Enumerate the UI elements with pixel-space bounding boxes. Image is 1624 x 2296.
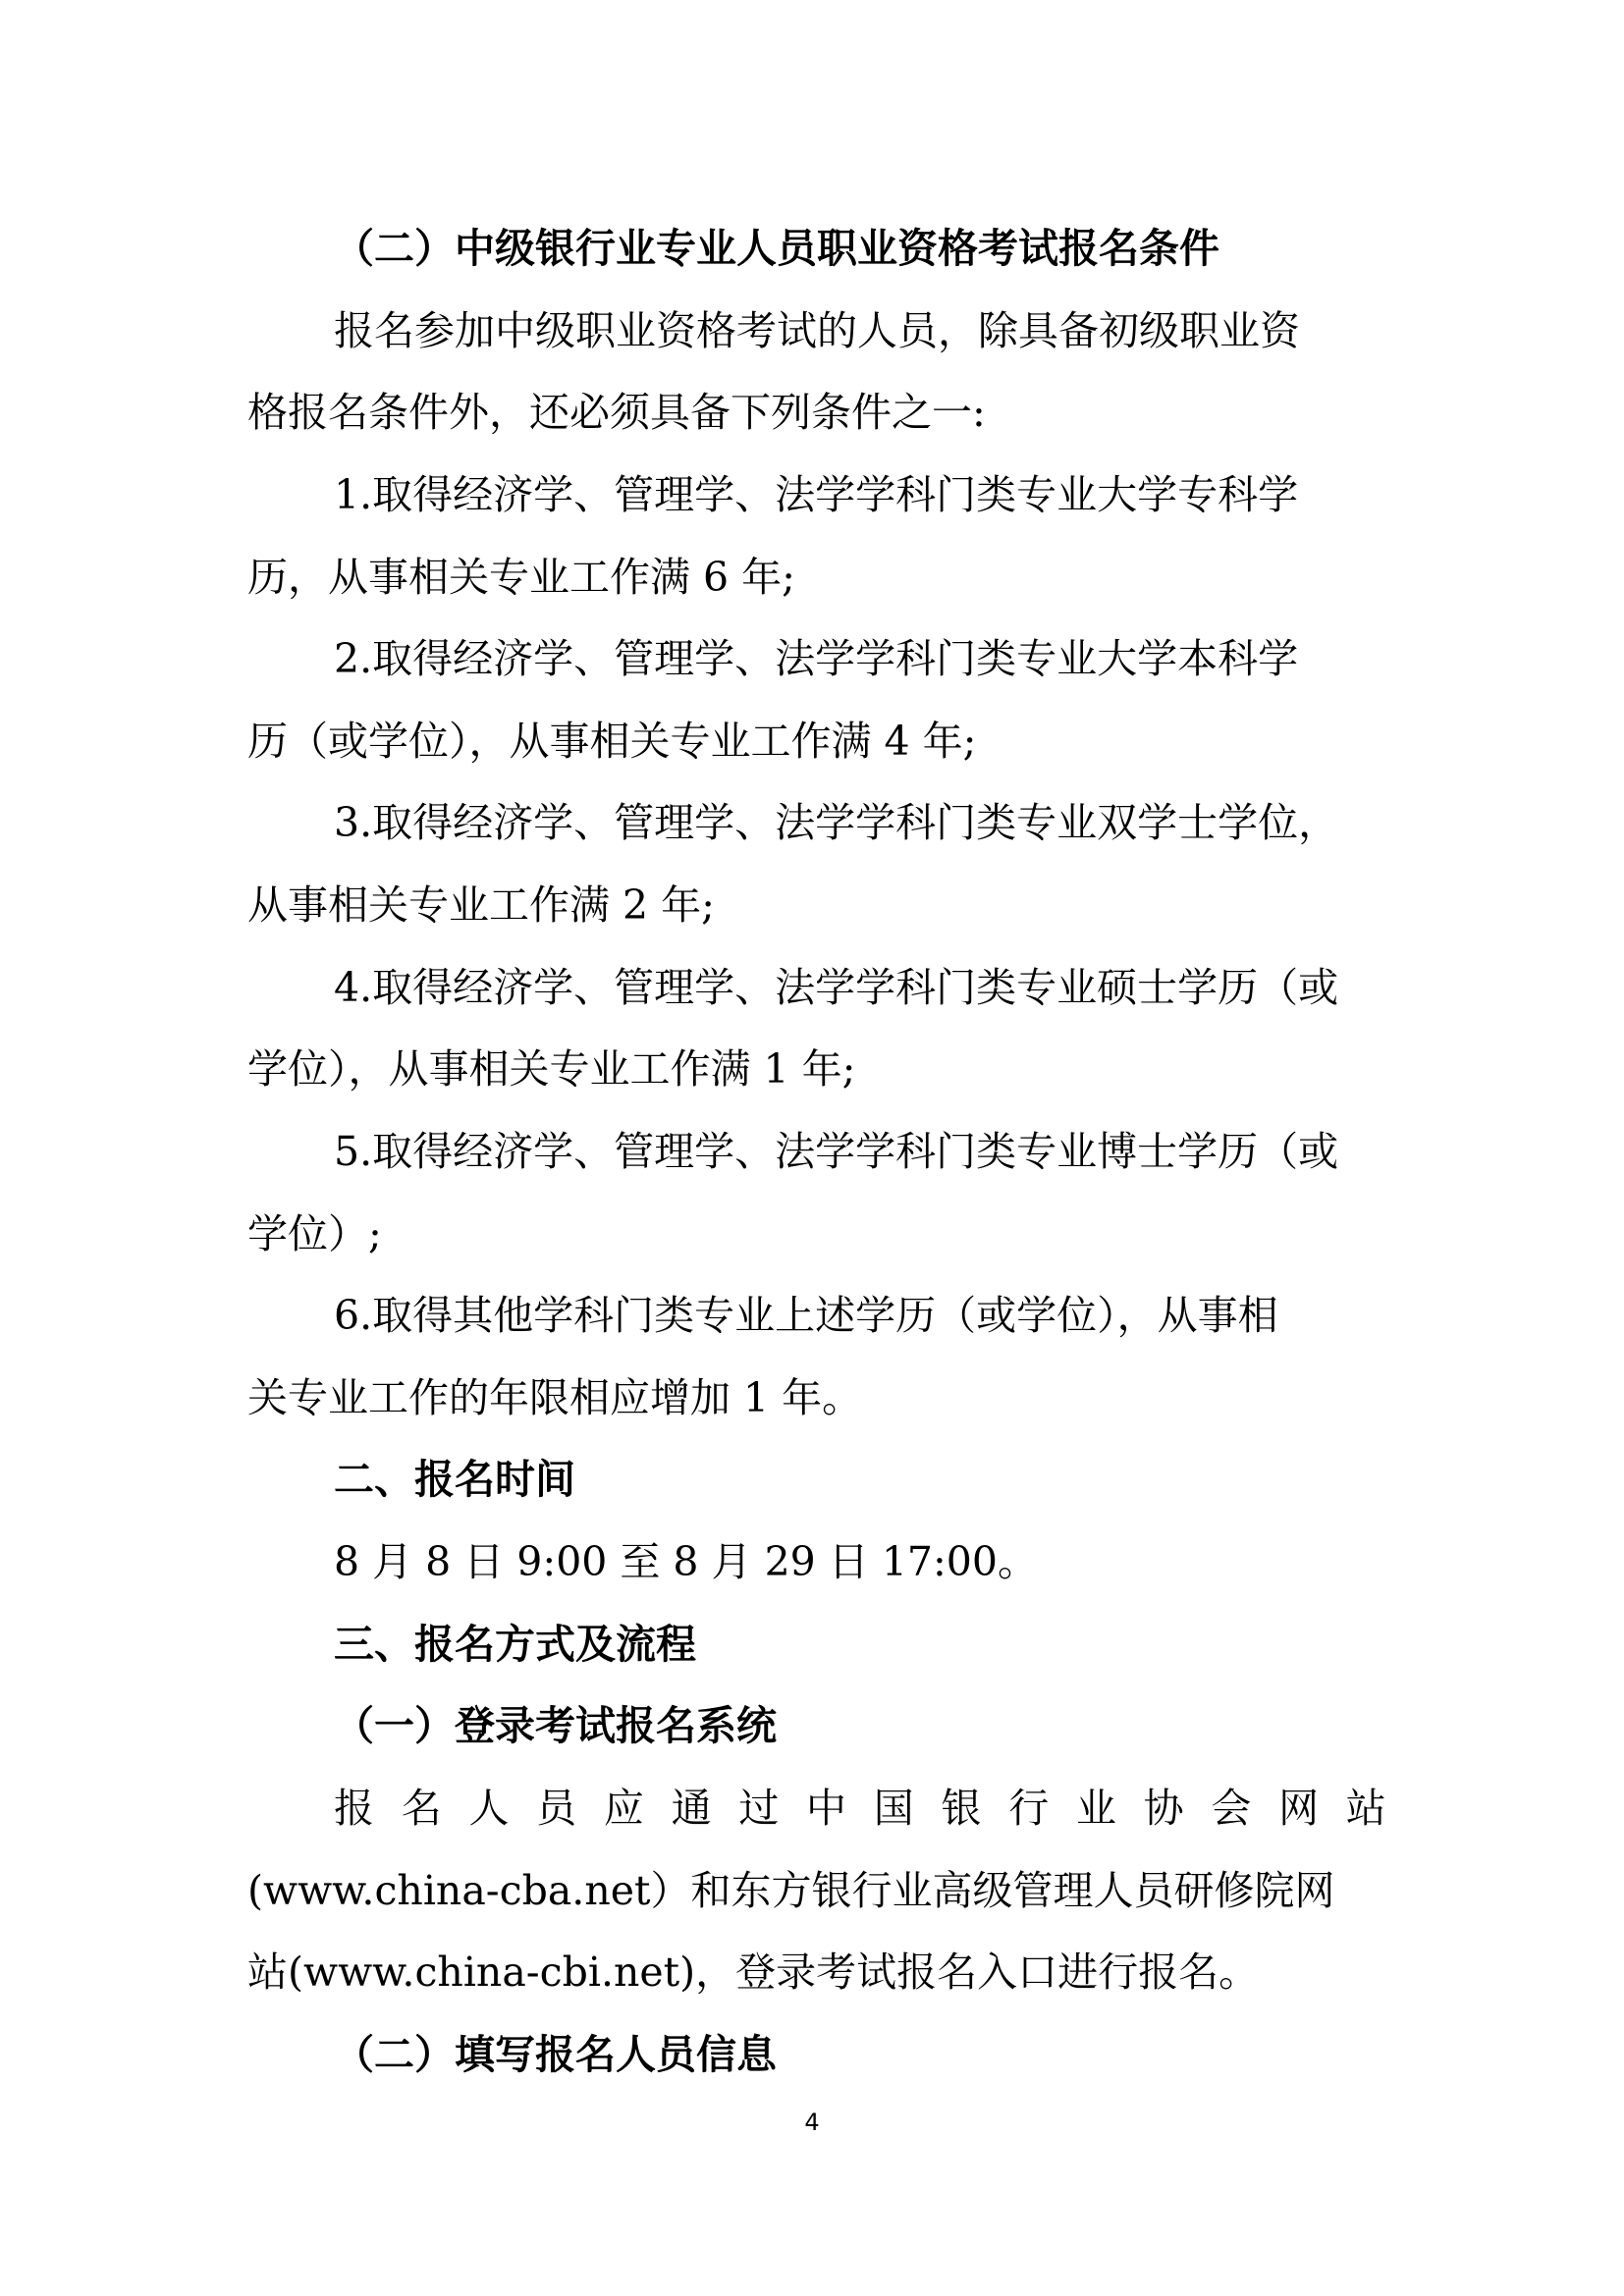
section-heading-registration-method: 三、报名方式及流程 — [334, 1621, 696, 1668]
char: 名 — [401, 1785, 442, 1832]
char: 协 — [1143, 1785, 1184, 1832]
char: 通 — [671, 1785, 712, 1832]
char: 站 — [1345, 1785, 1386, 1832]
subsection-heading-login-system: （一）登录考试报名系统 — [334, 1702, 777, 1749]
char: 员 — [536, 1785, 577, 1832]
char: 网 — [1278, 1785, 1320, 1832]
paragraph-line-spread — [334, 1781, 1386, 1836]
list-item-2-line-1: 2.取得经济学、管理学、法学学科门类专业大学本科学 — [334, 635, 1299, 682]
list-item-5-line-1: 5.取得经济学、管理学、法学学科门类专业博士学历（或 — [334, 1128, 1339, 1175]
list-item-6-line-2: 关专业工作的年限相应增加 1 年。 — [247, 1374, 863, 1421]
page-number: 4 — [804, 2109, 820, 2136]
list-item-4-line-2: 学位），从事相关专业工作满 1 年; — [247, 1045, 856, 1093]
subsection-heading-fill-info: （二）填写报名人员信息 — [334, 2031, 777, 2078]
list-item-3-line-2: 从事相关专业工作满 2 年; — [247, 881, 715, 929]
list-item-4-line-1: 4.取得经济学、管理学、法学学科门类专业硕士学历（或 — [334, 964, 1339, 1011]
char: 中 — [806, 1785, 847, 1832]
char: 行 — [1008, 1785, 1050, 1832]
char: 报 — [334, 1785, 374, 1832]
paragraph-line-cba-url: (www.china-cba.net）和东方银行业高级管理人员研修院网 — [247, 1867, 1335, 1914]
char: 业 — [1075, 1785, 1116, 1832]
list-item-2-line-2: 历（或学位），从事相关专业工作满 4 年; — [247, 718, 977, 765]
list-item-3-line-1: 3.取得经济学、管理学、法学学科门类专业双学士学位， — [334, 799, 1339, 846]
list-item-1-line-1: 1.取得经济学、管理学、法学学科门类专业大学专科学 — [334, 471, 1299, 518]
char: 过 — [738, 1785, 780, 1832]
char: 会 — [1211, 1785, 1252, 1832]
paragraph-line: 格报名条件外，还必须具备下列条件之一: — [247, 389, 986, 436]
char: 国 — [873, 1785, 914, 1832]
char: 人 — [468, 1785, 510, 1832]
char: 应 — [603, 1785, 644, 1832]
list-item-1-line-2: 历，从事相关专业工作满 6 年; — [247, 554, 795, 601]
paragraph-line: 报名参加中级职业资格考试的人员，除具备初级职业资 — [334, 307, 1300, 354]
section-heading-registration-time: 二、报名时间 — [334, 1456, 575, 1503]
paragraph-line-cbi-url: 站(www.china-cbi.net)，登录考试报名入口进行报名。 — [247, 1949, 1260, 1996]
section-heading-intermediate-conditions: （二）中级银行业专业人员职业资格考试报名条件 — [334, 225, 1219, 272]
registration-time-text: 8 月 8 日 9:00 至 8 月 29 日 17:00。 — [334, 1538, 1038, 1585]
list-item-5-line-2: 学位）; — [247, 1210, 382, 1257]
list-item-6-line-1: 6.取得其他学科门类专业上述学历（或学位），从事相 — [334, 1292, 1278, 1339]
char: 银 — [941, 1785, 982, 1832]
